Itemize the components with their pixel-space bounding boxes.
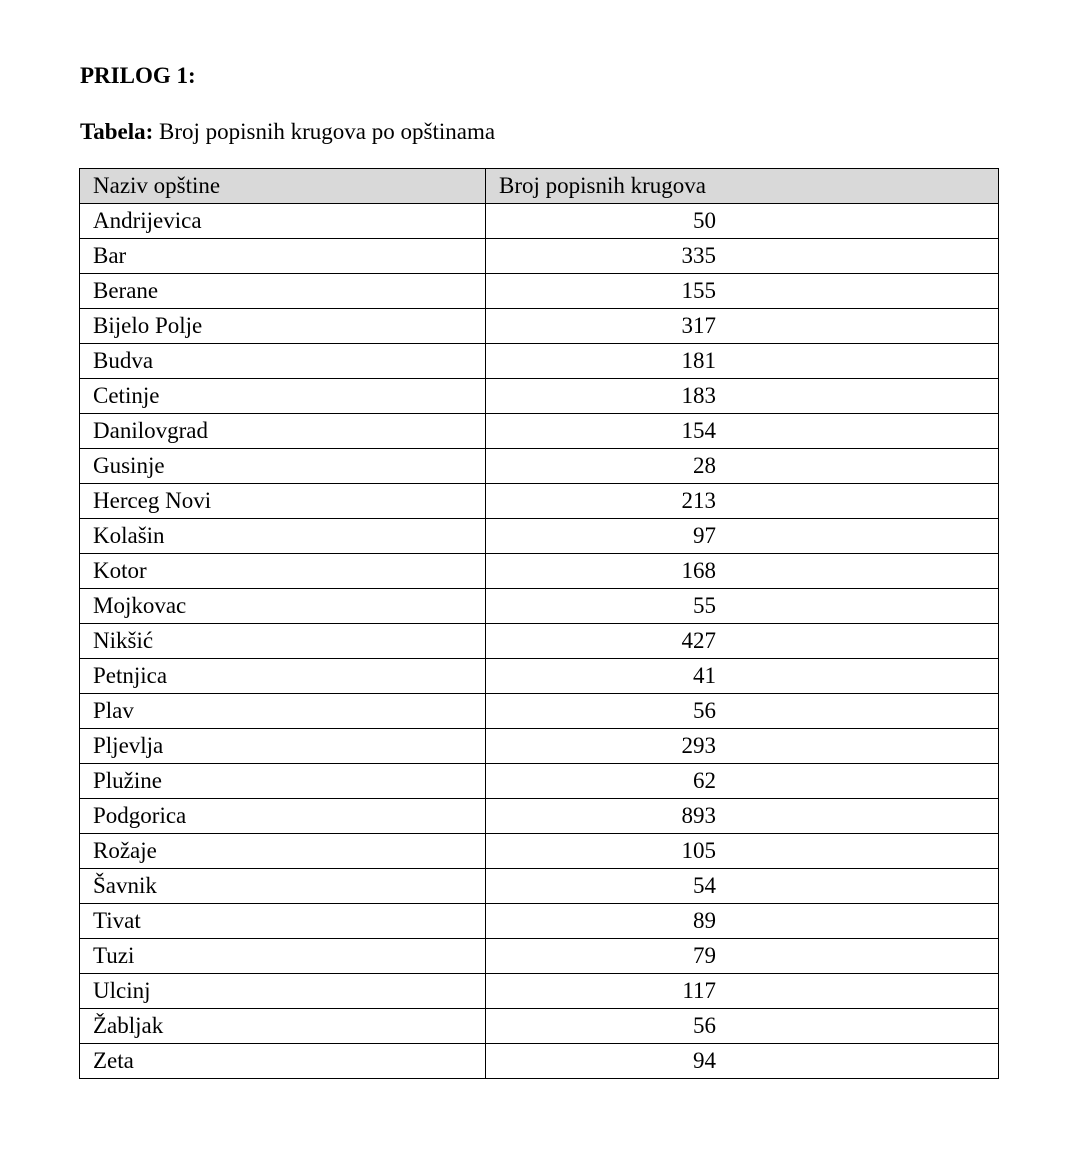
municipality-name-cell: Petnjica <box>80 659 486 694</box>
census-circle-count-cell: 79 <box>486 939 999 974</box>
municipality-name-cell: Herceg Novi <box>80 484 486 519</box>
table-row <box>80 239 999 274</box>
municipality-name-cell: Žabljak <box>80 1009 486 1044</box>
municipality-name-cell: Plužine <box>80 764 486 799</box>
census-circle-count-cell: 89 <box>486 904 999 939</box>
census-circle-count-cell: 117 <box>486 974 999 1009</box>
municipality-name-cell: Cetinje <box>80 379 486 414</box>
census-circle-count-cell: 168 <box>486 554 999 589</box>
census-circle-count-cell: 56 <box>486 1009 999 1044</box>
municipality-name-cell: Gusinje <box>80 449 486 484</box>
table-row <box>80 974 999 1009</box>
table-row <box>80 729 999 764</box>
table-row <box>80 1009 999 1044</box>
municipality-name-cell: Pljevlja <box>80 729 486 764</box>
municipality-name-cell: Zeta <box>80 1044 486 1079</box>
census-circle-count-cell: 55 <box>486 589 999 624</box>
table-row <box>80 939 999 974</box>
table-body <box>80 204 999 1079</box>
municipality-name-cell: Podgorica <box>80 799 486 834</box>
table-row <box>80 694 999 729</box>
municipality-name-cell: Nikšić <box>80 624 486 659</box>
table-row <box>80 869 999 904</box>
table-row <box>80 904 999 939</box>
municipality-name-cell: Tuzi <box>80 939 486 974</box>
census-circle-count-cell: 893 <box>486 799 999 834</box>
table-row <box>80 589 999 624</box>
municipality-name-cell: Budva <box>80 344 486 379</box>
table-row <box>80 799 999 834</box>
table-row <box>80 204 999 239</box>
municipality-name-cell: Rožaje <box>80 834 486 869</box>
census-circle-count-cell: 62 <box>486 764 999 799</box>
table-row <box>80 519 999 554</box>
municipality-name-cell: Šavnik <box>80 869 486 904</box>
census-circle-count-cell: 56 <box>486 694 999 729</box>
municipality-table <box>79 168 999 1079</box>
census-circle-count-cell: 94 <box>486 1044 999 1079</box>
census-circle-count-cell: 155 <box>486 274 999 309</box>
census-circle-count-cell: 317 <box>486 309 999 344</box>
municipality-name-cell: Berane <box>80 274 486 309</box>
table-row <box>80 449 999 484</box>
municipality-name-cell: Andrijevica <box>80 204 486 239</box>
census-circle-count-cell: 181 <box>486 344 999 379</box>
attachment-heading: PRILOG 1: <box>80 63 196 88</box>
table-row <box>80 834 999 869</box>
census-circle-count-cell: 105 <box>486 834 999 869</box>
census-circle-count-cell: 41 <box>486 659 999 694</box>
municipality-name-cell: Mojkovac <box>80 589 486 624</box>
census-circle-count-cell: 154 <box>486 414 999 449</box>
municipality-name-cell: Tivat <box>80 904 486 939</box>
municipality-name-cell: Kolašin <box>80 519 486 554</box>
municipality-name-cell: Ulcinj <box>80 974 486 1009</box>
census-circle-count-cell: 97 <box>486 519 999 554</box>
municipality-name-cell: Kotor <box>80 554 486 589</box>
census-circle-count-cell: 213 <box>486 484 999 519</box>
table-row <box>80 379 999 414</box>
table-row <box>80 484 999 519</box>
table-row <box>80 414 999 449</box>
census-circle-count-cell: 50 <box>486 204 999 239</box>
table-row <box>80 659 999 694</box>
census-circle-count-cell: 293 <box>486 729 999 764</box>
table-caption-label: Tabela: <box>80 119 154 144</box>
table-row <box>80 764 999 799</box>
table-row <box>80 624 999 659</box>
table-header <box>80 169 999 204</box>
table-row <box>80 344 999 379</box>
municipality-name-cell: Plav <box>80 694 486 729</box>
census-circle-count-cell: 335 <box>486 239 999 274</box>
census-circle-count-cell: 54 <box>486 869 999 904</box>
municipality-name-cell: Bijelo Polje <box>80 309 486 344</box>
table-caption <box>80 116 495 148</box>
table-caption-text: Broj popisnih krugova po opštinama <box>153 119 496 144</box>
census-circle-count-cell: 183 <box>486 379 999 414</box>
census-circle-count-cell: 427 <box>486 624 999 659</box>
column-header-count: Broj popisnih krugova <box>486 169 999 204</box>
table-row <box>80 274 999 309</box>
municipality-name-cell: Bar <box>80 239 486 274</box>
table-row <box>80 1044 999 1079</box>
census-circle-count-cell: 28 <box>486 449 999 484</box>
municipality-name-cell: Danilovgrad <box>80 414 486 449</box>
table-row <box>80 554 999 589</box>
column-header-municipality: Naziv opštine <box>80 169 486 204</box>
table-header-row <box>80 169 999 204</box>
table-row <box>80 309 999 344</box>
